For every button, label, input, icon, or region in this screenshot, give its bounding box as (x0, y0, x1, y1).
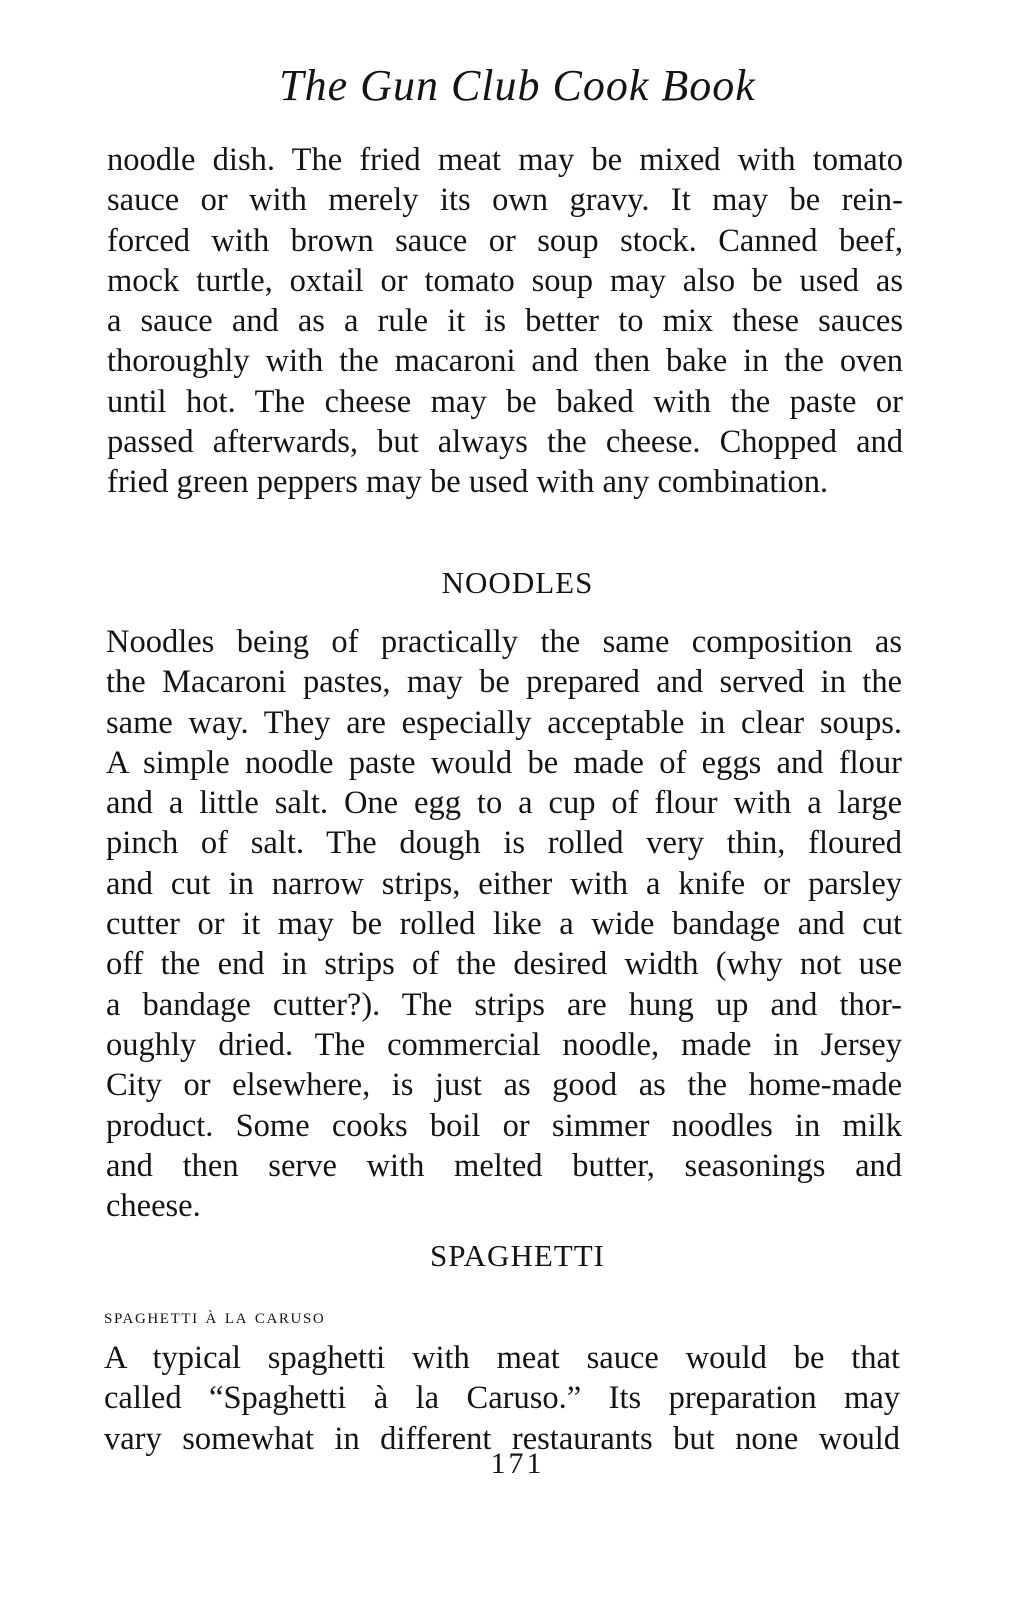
text-line: cheese. (106, 1188, 201, 1225)
text-line: City or elsewhere, is just as good as the home-made (106, 1067, 902, 1104)
recipe-title-spaghetti-a-la-caruso: spaghetti à la caruso (104, 1304, 326, 1328)
text-line: cutter or it may be rolled like a wide bandage and cut (106, 906, 902, 943)
text-line: sauce or with merely its own gravy. It may be rein- (107, 182, 903, 219)
text-line: oughly dried. The commercial noodle, made in Jersey (106, 1026, 902, 1063)
continuation-paragraph (107, 140, 903, 503)
text-line: off the end in strips of the desired width (why not use (106, 946, 902, 983)
page-number: 171 (490, 1447, 545, 1480)
text-line: and a little salt. One egg to a cup of flour with a large (106, 785, 902, 822)
text-line: noodle dish. The fried meat may be mixed with tomato (107, 142, 903, 178)
running-head: The Gun Club Cook Book (279, 61, 756, 110)
text-line: called “Spaghetti à la Caruso.” Its preparation may (104, 1380, 900, 1417)
text-line: same way. They are especially acceptable in clear soups. (106, 704, 902, 741)
noodles-paragraph (106, 622, 902, 1226)
text-line: mock turtle, oxtail or tomato soup may also be used as (107, 262, 903, 299)
text-line: A typical spaghetti with meat sauce would be that (104, 1340, 900, 1376)
text-line: fried green peppers may be used with any combination. (107, 464, 829, 501)
text-line: a bandage cutter?). The strips are hung up and thor- (106, 986, 902, 1023)
text-line: the Macaroni pastes, may be prepared and served in the (106, 664, 902, 701)
text-line: pinch of salt. The dough is rolled very thin, floured (106, 825, 902, 862)
section-heading-spaghetti: SPAGHETTI (430, 1238, 605, 1273)
text-line: product. Some cooks boil or simmer noodles in milk (106, 1107, 902, 1144)
text-line: forced with brown sauce or soup stock. Canned beef, (107, 222, 903, 259)
text-line: and cut in narrow strips, either with a knife or parsley (106, 865, 902, 902)
text-line: a sauce and as a rule it is better to mix these sauces (107, 303, 903, 340)
text-line: Noodles being of practically the same composition as (106, 624, 902, 660)
text-line: thoroughly with the macaroni and then bake in the oven (107, 343, 903, 380)
text-line: and then serve with melted butter, seasonings and (106, 1147, 902, 1184)
spaghetti-paragraph (104, 1338, 900, 1459)
text-line: vary somewhat in different restaurants but none would (104, 1420, 900, 1457)
text-line: A simple noodle paste would be made of eggs and flour (106, 744, 902, 781)
text-line: passed afterwards, but always the cheese. Chopped and (107, 424, 903, 461)
section-heading-noodles: NOODLES (441, 565, 594, 600)
text-line: until hot. The cheese may be baked with the paste or (107, 383, 903, 420)
